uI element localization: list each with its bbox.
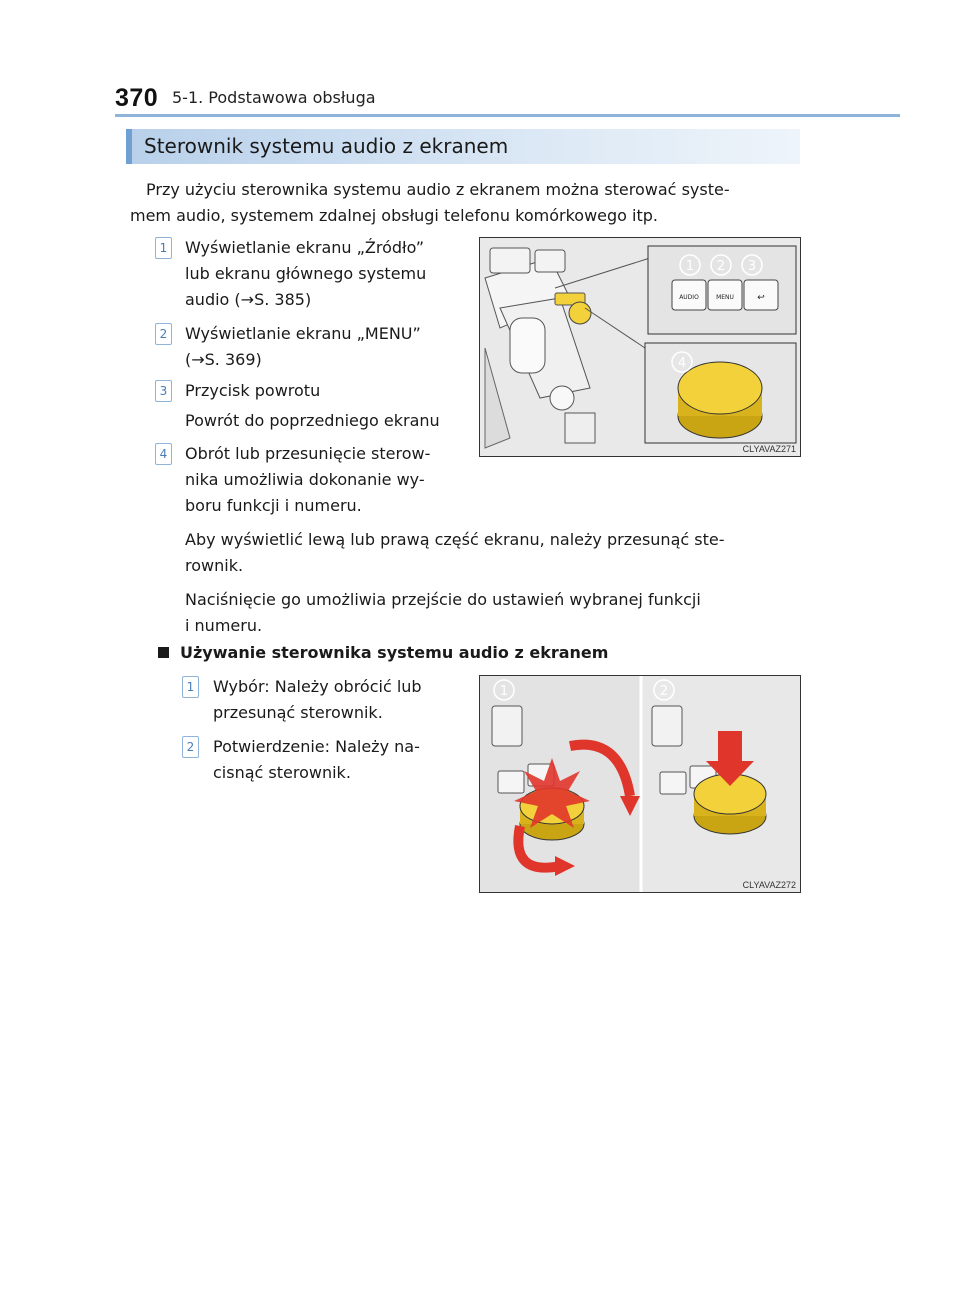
usage-callout-number-2: 2 bbox=[182, 736, 199, 758]
callout-number-1: 1 bbox=[155, 237, 172, 259]
figure-1-code: CLYAVAZ271 bbox=[742, 444, 796, 454]
page-number: 370 bbox=[115, 84, 159, 112]
fig1-callout-2: 2 bbox=[716, 259, 726, 274]
fig1-callout-1: 1 bbox=[685, 259, 695, 274]
item-2-line-2: (→S. 369) bbox=[185, 350, 262, 369]
fig2-callout-2: 2 bbox=[659, 684, 669, 699]
usage-2-line-1: Potwierdzenie: Należy na- bbox=[213, 737, 420, 756]
item-4-line-1: Obrót lub przesunięcie sterow- bbox=[185, 444, 431, 463]
figure-controller-overview bbox=[479, 237, 801, 457]
item-1-line-3: audio (→S. 385) bbox=[185, 290, 312, 309]
btn-label-menu: MENU bbox=[716, 294, 734, 301]
usage-1-line-2: przesunąć sterownik. bbox=[213, 703, 383, 722]
item-4-desc1-line-1: Aby wyświetlić lewą lub prawą część ekranu, należy przesunąć ste- bbox=[185, 530, 725, 549]
item-4-desc2-line-2: i numeru. bbox=[185, 616, 263, 635]
figure-2-code: CLYAVAZ272 bbox=[742, 880, 796, 890]
subheading: Używanie sterownika systemu audio z ekranem bbox=[180, 643, 609, 662]
item-4-desc2-line-1: Naciśnięcie go umożliwia przejście do ustawień wybranej funkcji bbox=[185, 590, 701, 609]
section-title: Sterownik systemu audio z ekranem bbox=[144, 134, 509, 158]
item-2-line-1: Wyświetlanie ekranu „MENU” bbox=[185, 324, 421, 343]
item-4-line-3: boru funkcji i numeru. bbox=[185, 496, 362, 515]
btn-label-audio: AUDIO bbox=[679, 294, 699, 301]
callout-number-2: 2 bbox=[155, 323, 172, 345]
fig1-callout-4: 4 bbox=[677, 356, 687, 371]
intro-line-2: mem audio, systemem zdalnej obsługi telefonu komórkowego itp. bbox=[130, 206, 658, 225]
figure-controller-usage bbox=[479, 675, 801, 893]
header-rule bbox=[115, 114, 900, 117]
callout-number-4: 4 bbox=[155, 443, 172, 465]
figure-2-drawing bbox=[480, 676, 800, 892]
item-4-desc1-line-2: rownik. bbox=[185, 556, 244, 575]
section-breadcrumb: 5-1. Podstawowa obsługa bbox=[172, 88, 376, 107]
usage-callout-number-1: 1 bbox=[182, 676, 199, 698]
item-1-line-2: lub ekranu głównego systemu bbox=[185, 264, 427, 283]
section-title-bar bbox=[126, 129, 800, 164]
title-accent bbox=[126, 129, 132, 164]
usage-2-line-2: cisnąć sterownik. bbox=[213, 763, 351, 782]
fig2-callout-1: 1 bbox=[499, 684, 509, 699]
subheading-bullet bbox=[158, 647, 169, 658]
intro-line-1: Przy użyciu sterownika systemu audio z ekranem można sterować syste- bbox=[146, 180, 730, 199]
figure-1-drawing bbox=[480, 238, 800, 456]
callout-number-3: 3 bbox=[155, 380, 172, 402]
item-3-desc: Powrót do poprzedniego ekranu bbox=[185, 411, 440, 430]
btn-label-back: ↩ bbox=[757, 293, 765, 303]
item-3-line-1: Przycisk powrotu bbox=[185, 381, 321, 400]
item-4-line-2: nika umożliwia dokonanie wy- bbox=[185, 470, 425, 489]
item-1-line-1: Wyświetlanie ekranu „Źródło” bbox=[185, 238, 425, 257]
usage-1-line-1: Wybór: Należy obrócić lub bbox=[213, 677, 422, 696]
fig1-callout-3: 3 bbox=[747, 259, 757, 274]
